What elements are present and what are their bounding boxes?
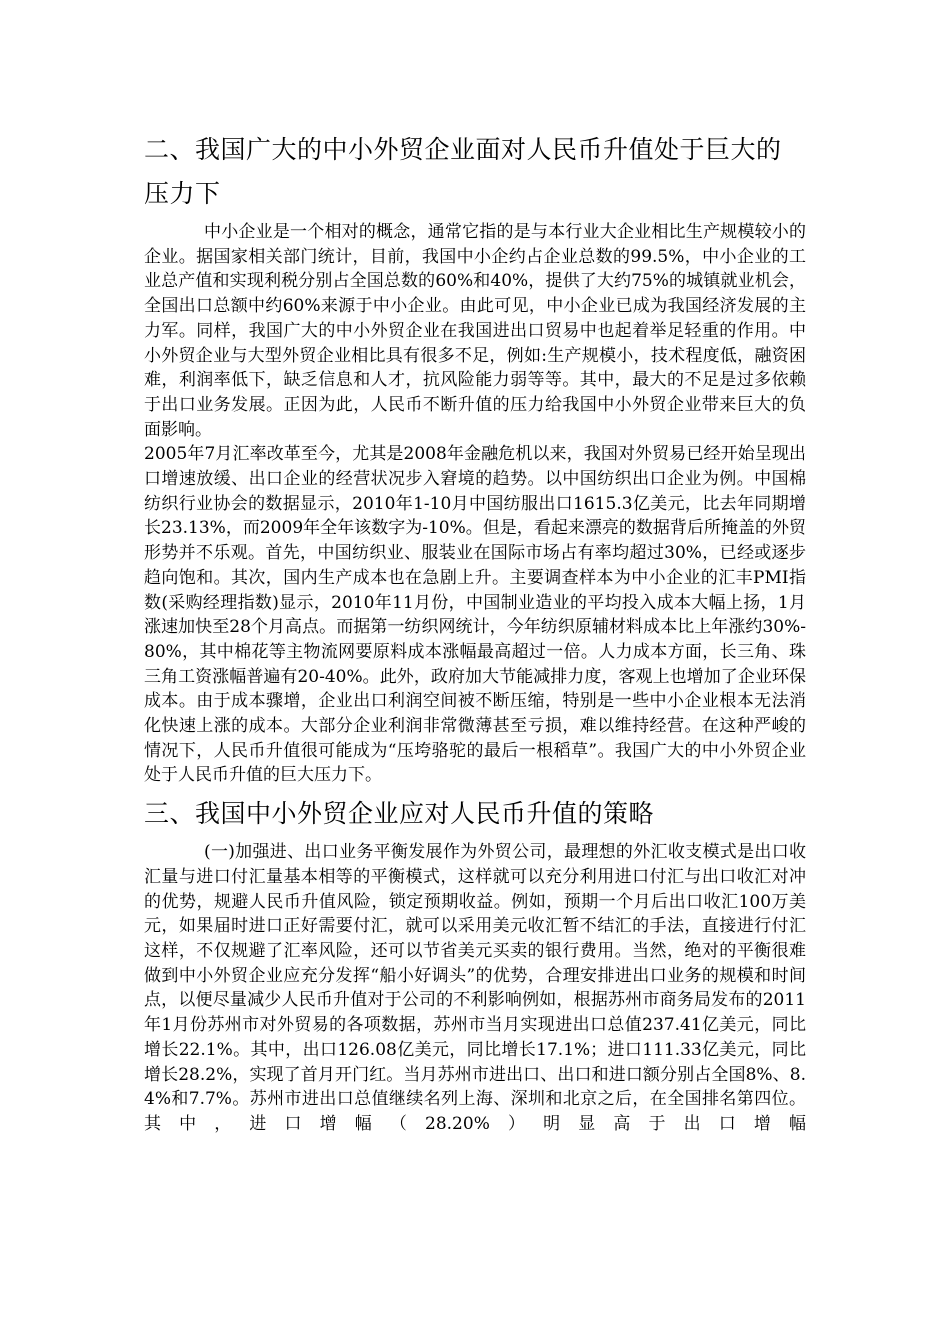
- section-2-heading-line-1: 二、我国广大的中小外贸企业面对人民币升值处于巨大的: [144, 135, 782, 164]
- section-3-paragraph-1: (一)加强进、出口业务平衡发展作为外贸公司，最理想的外汇收支模式是出口收汇量与进口付汇量基本相等的平衡模式，这样就可以充分利用进口付汇与出口收汇对冲的优势，规避人民币升值风险，锁定预期收益。例如，预期一个月后出口收汇100万美元，如果届时进口正好需要付汇，就可以采用美元收汇暂不结汇的手法，直接进行付汇这样，不仅规避了汇率风险，还可以节省美元买卖的银行费用。当然，绝对的平衡很难做到中小外贸企业应充分发挥“船小好调头”的优势，合理安排进出口业务的规模和时间点，以便尽量减少人民币升值对于公司的不利影响例如，根据苏州市商务局发布的2011年1月份苏州市对外贸易的各项数据，苏州市当月实现进出口总值237.41亿美元，同比增长22.1%。其中，出口126.08亿美元，同比增长17.1%；进口111.33亿美元，同比增长28.2%，实现了首月开门红。当月苏州市进出口、出口和进口额分别占全国8%、8.4%和7.7%。苏州市进出口总值继续名列上海、深圳和北京之后，在全国排名第四位。其中，进口增幅（28.20%）明显高于出口增幅: [144, 842, 806, 1134]
- section-2-paragraph-2: 2005年7月汇率改革至今，尤其是2008年金融危机以来，我国对外贸易已经开始呈现出口增速放缓、出口企业的经营状况步入窘境的趋势。以中国纺织出口企业为例。中国棉纺织行业协会的数据显示，2010年1-10月中国纺服出口1615.3亿美元，比去年同期增长23.13%，而2009年全年该数字为-10%。但是，看起来漂亮的数据背后所掩盖的外贸形势并不乐观。首先，中国纺织业、服装业在国际市场占有率均超过30%，已经或逐步趋向饱和。其次，国内生产成本也在急剧上升。主要调查样本为中小企业的汇丰PMI指数(采购经理指数)显示，2010年11月份，中国制业造业的平均投入成本大幅上扬，1月涨速加快至28个月高点。而据第一纺织网统计，今年纺织原辅材料成本比上年涨约30%-80%，其中棉花等主物流网要原料成本涨幅最高超过一倍。人力成本方面，长三角、珠三角工资涨幅普遍有20-40%。此外，政府加大节能减排力度，客观上也增加了企业环保成本。由于成本骤增，企业出口利润空间被不断压缩，特别是一些中小企业根本无法消化快速上涨的成本。大部分企业利润非常微薄甚至亏损，难以维持经营。在这种严峻的情况下，人民币升值很可能成为“压垮骆驼的最后一根稻草”。我国广大的中小外贸企业处于人民币升值的巨大压力下。: [144, 444, 806, 786]
- section-2-heading: [144, 128, 806, 216]
- section-2-paragraph-1: 中小企业是一个相对的概念，通常它指的是与本行业大企业相比生产规模较小的企业。据国家相关部门统计，目前，我国中小企约占企业总数的99.5%，中小企业的工业总产值和实现利税分别占全国总数的60%和40%，提供了大约75%的城镇就业机会，全国出口总额中约60%来源于中小企业。由此可见，中小企业已成为我国经济发展的主力军。同样，我国广大的中小外贸企业在我国进出口贸易中也起着举足轻重的作用。中小外贸企业与大型外贸企业相比具有很多不足，例如:生产规模小，技术程度低，融资困难，利润率低下，缺乏信息和人才，抗风险能力弱等等。其中，最大的不足是过多依赖于出口业务发展。正因为此，人民币不断升值的压力给我国中小外贸企业带来巨大的负面影响。: [144, 222, 806, 440]
- document-page: [144, 128, 806, 1137]
- section-3-heading: 三、我国中小外贸企业应对人民币升值的策略: [144, 799, 655, 829]
- section-2-heading-line-2: 压力下: [144, 179, 221, 208]
